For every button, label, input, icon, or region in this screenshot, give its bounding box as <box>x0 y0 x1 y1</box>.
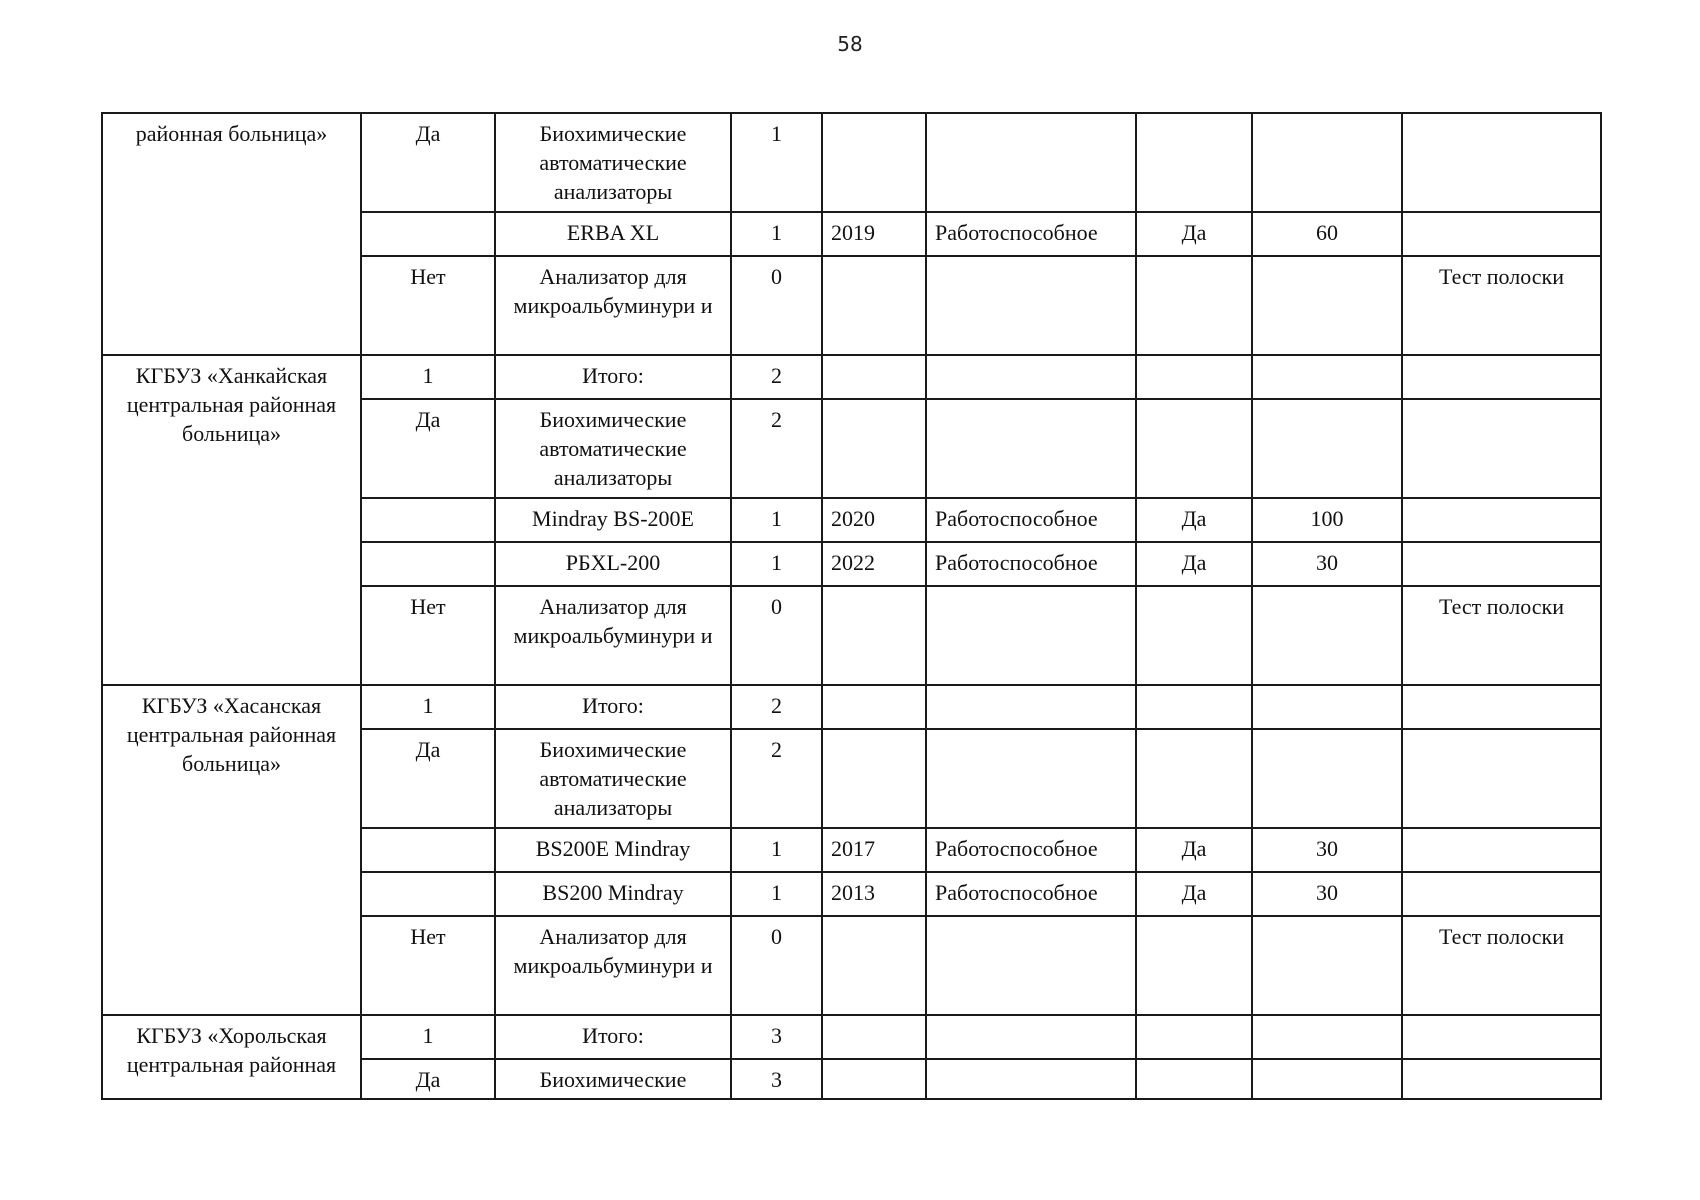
status-cell <box>926 355 1136 399</box>
load-cell: 100 <box>1252 498 1402 542</box>
note-cell <box>1402 399 1601 498</box>
availability-cell: Да <box>361 729 495 828</box>
device-cell: Биохимические <box>495 1059 731 1099</box>
year-cell: 2013 <box>822 872 926 916</box>
note-cell: Тест полоски <box>1402 916 1601 1015</box>
availability-cell: Нет <box>361 916 495 1015</box>
note-cell <box>1402 542 1601 586</box>
load-cell <box>1252 1059 1402 1099</box>
count-cell: 1 <box>731 828 822 872</box>
device-cell: Анализатор для микроальбуминури и <box>495 586 731 685</box>
connected-cell <box>1136 586 1252 685</box>
load-cell <box>1252 1015 1402 1059</box>
org-cell: КГБУЗ «Хорольская центральная районная <box>102 1015 361 1099</box>
load-cell <box>1252 256 1402 355</box>
status-cell <box>926 1015 1136 1059</box>
availability-cell: 1 <box>361 1015 495 1059</box>
year-cell <box>822 1059 926 1099</box>
availability-cell <box>361 212 495 256</box>
count-cell: 0 <box>731 916 822 1015</box>
note-cell <box>1402 872 1601 916</box>
count-cell: 2 <box>731 729 822 828</box>
count-cell: 1 <box>731 113 822 212</box>
note-cell <box>1402 729 1601 828</box>
availability-cell: 1 <box>361 355 495 399</box>
status-cell <box>926 399 1136 498</box>
availability-cell: Да <box>361 1059 495 1099</box>
note-cell <box>1402 685 1601 729</box>
load-cell: 30 <box>1252 828 1402 872</box>
connected-cell <box>1136 113 1252 212</box>
availability-cell <box>361 498 495 542</box>
status-cell <box>926 586 1136 685</box>
load-cell <box>1252 355 1402 399</box>
table-row <box>102 355 1601 399</box>
status-cell <box>926 685 1136 729</box>
device-cell: ERBA XL <box>495 212 731 256</box>
connected-cell <box>1136 729 1252 828</box>
year-cell <box>822 1015 926 1059</box>
availability-cell: Да <box>361 113 495 212</box>
note-cell: Тест полоски <box>1402 256 1601 355</box>
load-cell: 30 <box>1252 542 1402 586</box>
connected-cell: Да <box>1136 212 1252 256</box>
availability-cell <box>361 542 495 586</box>
device-cell: Итого: <box>495 355 731 399</box>
count-cell: 1 <box>731 872 822 916</box>
status-cell: Работоспособное <box>926 828 1136 872</box>
status-cell: Работоспособное <box>926 212 1136 256</box>
device-cell: BS200 Mindray <box>495 872 731 916</box>
status-cell <box>926 256 1136 355</box>
note-cell <box>1402 355 1601 399</box>
device-cell: Mindray BS-200E <box>495 498 731 542</box>
year-cell <box>822 916 926 1015</box>
connected-cell <box>1136 916 1252 1015</box>
count-cell: 2 <box>731 355 822 399</box>
connected-cell <box>1136 1059 1252 1099</box>
device-cell: Биохимические автоматические анализаторы <box>495 729 731 828</box>
count-cell: 3 <box>731 1059 822 1099</box>
load-cell <box>1252 685 1402 729</box>
org-cell: КГБУЗ «Ханкайская центральная районная больница» <box>102 355 361 685</box>
count-cell: 1 <box>731 498 822 542</box>
count-cell: 2 <box>731 399 822 498</box>
status-cell: Работоспособное <box>926 542 1136 586</box>
status-cell <box>926 729 1136 828</box>
status-cell: Работоспособное <box>926 498 1136 542</box>
availability-cell: Да <box>361 399 495 498</box>
connected-cell <box>1136 1015 1252 1059</box>
device-cell: Итого: <box>495 685 731 729</box>
table-row <box>102 113 1601 212</box>
year-cell <box>822 113 926 212</box>
count-cell: 1 <box>731 542 822 586</box>
year-cell: 2020 <box>822 498 926 542</box>
count-cell: 2 <box>731 685 822 729</box>
equipment-table <box>101 112 1602 1100</box>
load-cell: 30 <box>1252 872 1402 916</box>
note-cell <box>1402 828 1601 872</box>
page-number: 58 <box>837 32 863 56</box>
load-cell <box>1252 729 1402 828</box>
device-cell: Анализатор для микроальбуминури и <box>495 916 731 1015</box>
connected-cell <box>1136 256 1252 355</box>
connected-cell <box>1136 685 1252 729</box>
load-cell <box>1252 586 1402 685</box>
table-row <box>102 1015 1601 1059</box>
status-cell <box>926 113 1136 212</box>
connected-cell: Да <box>1136 542 1252 586</box>
year-cell <box>822 685 926 729</box>
availability-cell <box>361 828 495 872</box>
note-cell <box>1402 212 1601 256</box>
availability-cell: Нет <box>361 256 495 355</box>
year-cell <box>822 586 926 685</box>
year-cell: 2022 <box>822 542 926 586</box>
device-cell: Биохимические автоматические анализаторы <box>495 113 731 212</box>
device-cell: Итого: <box>495 1015 731 1059</box>
org-cell: районная больница» <box>102 113 361 355</box>
year-cell: 2019 <box>822 212 926 256</box>
count-cell: 1 <box>731 212 822 256</box>
connected-cell: Да <box>1136 828 1252 872</box>
device-cell: РБXL-200 <box>495 542 731 586</box>
year-cell: 2017 <box>822 828 926 872</box>
device-cell: BS200E Mindray <box>495 828 731 872</box>
status-cell <box>926 1059 1136 1099</box>
availability-cell: 1 <box>361 685 495 729</box>
year-cell <box>822 355 926 399</box>
count-cell: 0 <box>731 586 822 685</box>
connected-cell: Да <box>1136 498 1252 542</box>
availability-cell: Нет <box>361 586 495 685</box>
load-cell <box>1252 113 1402 212</box>
device-cell: Анализатор для микроальбуминури и <box>495 256 731 355</box>
year-cell <box>822 256 926 355</box>
device-cell: Биохимические автоматические анализаторы <box>495 399 731 498</box>
load-cell <box>1252 399 1402 498</box>
load-cell: 60 <box>1252 212 1402 256</box>
org-cell: КГБУЗ «Хасанская центральная районная больница» <box>102 685 361 1015</box>
note-cell <box>1402 113 1601 212</box>
count-cell: 3 <box>731 1015 822 1059</box>
note-cell: Тест полоски <box>1402 586 1601 685</box>
note-cell <box>1402 1059 1601 1099</box>
load-cell <box>1252 916 1402 1015</box>
availability-cell <box>361 872 495 916</box>
status-cell: Работоспособное <box>926 872 1136 916</box>
count-cell: 0 <box>731 256 822 355</box>
note-cell <box>1402 1015 1601 1059</box>
table-row <box>102 685 1601 729</box>
note-cell <box>1402 498 1601 542</box>
connected-cell: Да <box>1136 872 1252 916</box>
year-cell <box>822 729 926 828</box>
connected-cell <box>1136 399 1252 498</box>
year-cell <box>822 399 926 498</box>
status-cell <box>926 916 1136 1015</box>
connected-cell <box>1136 355 1252 399</box>
